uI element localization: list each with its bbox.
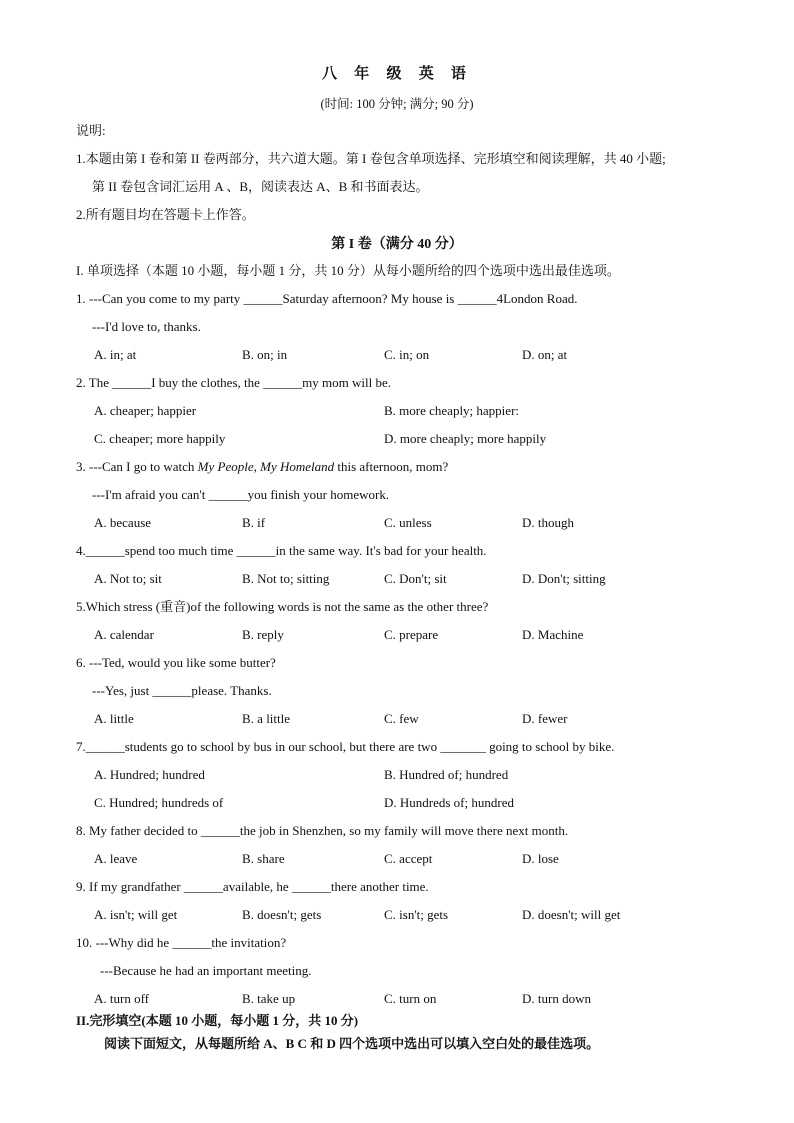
question-9-option-d: D. doesn't; will get (522, 907, 621, 922)
question-3-option-d: D. though (522, 515, 574, 530)
question-10-option-b: B. take up (242, 991, 296, 1006)
question-6-option-d: D. fewer (522, 711, 568, 726)
question-3-stem-start: 3. ---Can I go to watch (76, 459, 198, 474)
instructions-label: 说明: (76, 123, 106, 138)
page-title: 八 年 级 英 语 (322, 64, 472, 82)
question-4-stem: 4.______spend too much time ______in the same way. It's bad for your health. (76, 543, 487, 558)
question-4-option-d: D. Don't; sitting (522, 571, 606, 586)
question-1-option-a: A. in; at (94, 347, 137, 362)
instructions-line-1: 1.本题由第 I 卷和第 II 卷两部分，共六道大题。第 I 卷包含单项选择、完形填空和阅读理解，共 40 小题; (76, 151, 666, 166)
question-7-option-b: B. Hundred of; hundred (384, 767, 509, 782)
section2-title: II.完形填空(本题 10 小题，每小题 1 分，共 10 分) (76, 1013, 359, 1028)
question-3-stem (76, 458, 448, 476)
question-4-option-a: A. Not to; sit (94, 571, 162, 586)
question-2-option-d: D. more cheaply; more happily (384, 431, 547, 446)
question-2-option-b: B. more cheaply; happier: (384, 403, 520, 418)
question-1-option-c: C. in; on (384, 347, 430, 362)
question-5-option-a: A. calendar (94, 627, 154, 642)
instructions-line-3: 2.所有题目均在答题卡上作答。 (76, 207, 255, 222)
question-7-option-a: A. Hundred; hundred (94, 767, 205, 782)
question-10-stem: 10. ---Why did he ______the invitation? (76, 935, 287, 950)
question-9-option-b: B. doesn't; gets (242, 907, 322, 922)
question-9-stem: 9. If my grandfather ______available, he ______there another time. (76, 879, 429, 894)
question-8-option-c: C. accept (384, 851, 433, 866)
movie-title: My People, My Homeland (197, 459, 335, 474)
question-6-stem: 6. ---Ted, would you like some butter? (76, 655, 276, 670)
question-10-option-d: D. turn down (522, 991, 591, 1006)
question-6-option-c: C. few (384, 711, 419, 726)
question-7-option-c: C. Hundred; hundreds of (94, 795, 224, 810)
question-10-option-a: A. turn off (94, 991, 150, 1006)
section2-instruction: 阅读下面短文，从每题所给 A、B C 和 D 四个选项中选出可以填入空白处的最佳选项。 (104, 1036, 600, 1051)
question-5-option-b: B. reply (242, 627, 284, 642)
question-5-stem: 5.Which stress (重音)of the following words is not the same as the other three? (76, 599, 489, 614)
question-8-stem: 8. My father decided to ______the job in Shenzhen, so my family will move there next month. (76, 823, 569, 838)
question-6-option-a: A. little (94, 711, 134, 726)
question-3-stem-end: this afternoon, mom? (334, 459, 449, 474)
question-6-option-b: B. a little (242, 711, 291, 726)
question-2-option-a: A. cheaper; happier (94, 403, 197, 418)
question-3-reply: ---I'm afraid you can't ______you finish your homework. (92, 487, 390, 502)
question-5-option-d: D. Machine (522, 627, 584, 642)
question-1-reply: ---I'd love to, thanks. (92, 319, 201, 334)
question-4-option-c: C. Don't; sit (384, 571, 447, 586)
question-9-option-c: C. isn't; gets (384, 907, 449, 922)
question-7-stem: 7.______students go to school by bus in our school, but there are two _______ going to school by bike. (76, 739, 615, 754)
question-1-option-d: D. on; at (522, 347, 568, 362)
question-4-option-b: B. Not to; sitting (242, 571, 330, 586)
question-1-option-b: B. on; in (242, 347, 288, 362)
question-2-stem: 2. The ______I buy the clothes, the ______my mom will be. (76, 375, 391, 390)
instructions-line-2: 第 II 卷包含词汇运用 A 、B，阅读表达 A、B 和书面表达。 (92, 179, 429, 194)
question-8-option-a: A. leave (94, 851, 138, 866)
question-8-option-b: B. share (242, 851, 285, 866)
question-5-option-c: C. prepare (384, 627, 439, 642)
question-7-option-d: D. Hundreds of; hundred (384, 795, 514, 810)
question-3-option-c: C. unless (384, 515, 432, 530)
question-3-option-b: B. if (242, 515, 266, 530)
question-6-reply: ---Yes, just ______please. Thanks. (92, 683, 272, 698)
exam-time-score: (时间: 100 分钟; 满分; 90 分) (320, 97, 474, 111)
part1-title: 第 I 卷（满分 40 分） (331, 237, 463, 252)
question-8-option-d: D. lose (522, 851, 559, 866)
question-3-option-a: A. because (94, 515, 152, 530)
question-1-stem: 1. ---Can you come to my party ______Saturday afternoon? My house is ______4London Road. (76, 291, 578, 306)
question-9-option-a: A. isn't; will get (94, 907, 178, 922)
question-10-option-c: C. turn on (384, 991, 437, 1006)
section1-title: I. 单项选择（本题 10 小题，每小题 1 分，共 10 分）从每小题所给的四个选项中选出最佳选项。 (76, 263, 620, 278)
question-2-option-c: C. cheaper; more happily (94, 431, 226, 446)
question-10-reply: ---Because he had an important meeting. (100, 963, 312, 978)
